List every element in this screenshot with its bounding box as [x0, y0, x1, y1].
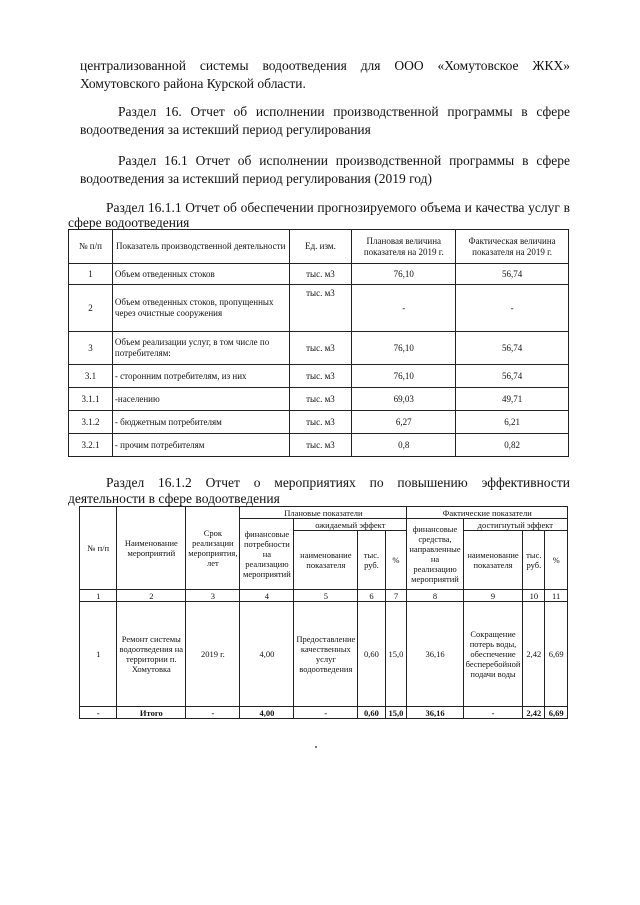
row-plan-effect-pct: 15,0 — [385, 602, 407, 707]
total-fact-effect-name: - — [463, 707, 523, 719]
row-fact-fin: 36,16 — [407, 602, 463, 707]
row-plan-effect-name: Предоставление качественных услуг водоотведения — [294, 602, 358, 707]
row-fact-effect-pct: 6,69 — [545, 602, 568, 707]
scan-speck — [315, 746, 317, 748]
total-plan-fin: 4,00 — [240, 707, 294, 719]
row-plan-effect-rub: 0,60 — [358, 602, 385, 707]
total-plan-effect-name: - — [294, 707, 358, 719]
measures-table — [79, 506, 568, 719]
table-row — [80, 602, 568, 707]
column-number: 11 — [545, 590, 568, 602]
row-indicator: -населению — [112, 388, 289, 411]
row-actual: - — [456, 285, 569, 332]
header-fact-group: Фактические показатели — [407, 507, 568, 519]
row-num: 1 — [69, 264, 113, 285]
row-planned: 76,10 — [352, 365, 456, 388]
total-fact-effect-rub: 2,42 — [523, 707, 545, 719]
table-row — [69, 388, 569, 411]
section-16-1-1-heading: Раздел 16.1.1 Отчет об обеспечении прогнозируемого объема и качества услуг в сфере водоотведения — [68, 200, 570, 230]
total-name: Итого — [117, 707, 186, 719]
row-indicator: Объем отведенных стоков, пропущенных через очистные сооружения — [112, 285, 289, 332]
header-actual: Фактическая величина показателя на 2019 г. — [456, 230, 569, 264]
row-plan-fin: 4,00 — [240, 602, 294, 707]
row-planned: 69,03 — [352, 388, 456, 411]
row-actual: 56,74 — [456, 332, 569, 365]
row-num: 3.1 — [69, 365, 113, 388]
row-unit: тыс. м3 — [289, 434, 352, 457]
total-num: - — [80, 707, 117, 719]
row-planned: 76,10 — [352, 264, 456, 285]
header-term: Срок реализации мероприятия, лет — [186, 507, 240, 590]
total-row — [80, 707, 568, 719]
total-plan-effect-rub: 0,60 — [358, 707, 385, 719]
header-fact-effect-name: наименование показателя — [463, 531, 523, 590]
row-unit: тыс. м3 — [289, 365, 352, 388]
column-number: 8 — [407, 590, 463, 602]
row-num: 2 — [69, 285, 113, 332]
row-num: 3.2.1 — [69, 434, 113, 457]
row-planned: 76,10 — [352, 332, 456, 365]
row-fact-effect-rub: 2,42 — [523, 602, 545, 707]
row-fact-effect-name: Сокращение потерь воды, обеспечение бесперебойной подачи воды — [463, 602, 523, 707]
header-unit: Ед. изм. — [289, 230, 352, 264]
section-16-heading: Раздел 16. Отчет об исполнении производственной программы в сфере водоотведения за истекший период регулирования — [80, 104, 570, 137]
total-plan-effect-pct: 15,0 — [385, 707, 407, 719]
row-indicator: Объем отведенных стоков — [112, 264, 289, 285]
row-unit: тыс. м3 — [289, 388, 352, 411]
volume-quality-table — [68, 229, 569, 457]
row-unit: тыс. м3 — [289, 332, 352, 365]
header-plan-group: Плановые показатели — [240, 507, 407, 519]
header-num: № п/п — [69, 230, 113, 264]
header-name: Наименование мероприятий — [117, 507, 186, 590]
row-indicator: - бюджетным потребителям — [112, 411, 289, 434]
header-plan-effect-pct: % — [385, 531, 407, 590]
row-actual: 6,21 — [456, 411, 569, 434]
total-term: - — [186, 707, 240, 719]
table-row — [69, 285, 569, 332]
header-planned: Плановая величина показателя на 2019 г. — [352, 230, 456, 264]
header-num: № п/п — [80, 507, 117, 590]
header-fact-fin: финансовые средства, направленные на реализацию мероприятий — [407, 519, 463, 590]
column-number: 2 — [117, 590, 186, 602]
table-row — [69, 365, 569, 388]
row-num: 3 — [69, 332, 113, 365]
row-indicator: Объем реализации услуг, в том числе по потребителям: — [112, 332, 289, 365]
header-indicator: Показатель производственной деятельности — [112, 230, 289, 264]
row-unit: тыс. м3 — [289, 264, 352, 285]
column-number: 6 — [358, 590, 385, 602]
row-name: Ремонт системы водоотведения на территории п. Хомутовка — [117, 602, 186, 707]
column-number: 4 — [240, 590, 294, 602]
table-row — [69, 332, 569, 365]
header-fact-effect-pct: % — [545, 531, 568, 590]
row-num: 3.1.2 — [69, 411, 113, 434]
row-planned: 0,8 — [352, 434, 456, 457]
row-unit: тыс. м3 — [289, 411, 352, 434]
header-plan-effect: ожидаемый эффект — [294, 519, 407, 531]
row-term: 2019 г. — [186, 602, 240, 707]
row-actual: 0,82 — [456, 434, 569, 457]
header-plan-fin: финансовые потребности на реализацию мероприятий — [240, 519, 294, 590]
header-fact-effect: достигнутый эффект — [463, 519, 567, 531]
column-number: 5 — [294, 590, 358, 602]
table-row — [69, 434, 569, 457]
header-fact-effect-rub: тыс. руб. — [523, 531, 545, 590]
header-plan-effect-name: наименование показателя — [294, 531, 358, 590]
total-fact-effect-pct: 6,69 — [545, 707, 568, 719]
row-num: 3.1.1 — [69, 388, 113, 411]
row-indicator: - прочим потребителям — [112, 434, 289, 457]
row-num: 1 — [80, 602, 117, 707]
row-planned: - — [352, 285, 456, 332]
section-16-1-heading: Раздел 16.1 Отчет об исполнении производственной программы в сфере водоотведения за истекший период регулирования (2019 год) — [80, 153, 570, 186]
table-header-row — [69, 230, 569, 264]
intro-paragraph: централизованной системы водоотведения для ООО «Хомутовское ЖКХ» Хомутовского района Курской области. — [80, 58, 570, 91]
column-number: 3 — [186, 590, 240, 602]
row-actual: 49,71 — [456, 388, 569, 411]
section-16-1-2-heading: Раздел 16.1.2 Отчет о мероприятиях по повышению эффективности деятельности в сфере водоотведения — [68, 475, 570, 506]
column-number: 1 — [80, 590, 117, 602]
column-number: 10 — [523, 590, 545, 602]
row-planned: 6,27 — [352, 411, 456, 434]
total-fact-fin: 36,16 — [407, 707, 463, 719]
row-indicator: - сторонним потребителям, из них — [112, 365, 289, 388]
column-number: 9 — [463, 590, 523, 602]
table-row — [69, 411, 569, 434]
row-actual: 56,74 — [456, 264, 569, 285]
header-plan-effect-rub: тыс. руб. — [358, 531, 385, 590]
table-row — [69, 264, 569, 285]
row-unit: тыс. м3 — [289, 285, 352, 332]
column-number: 7 — [385, 590, 407, 602]
column-number-row — [80, 590, 568, 602]
row-actual: 56,74 — [456, 365, 569, 388]
